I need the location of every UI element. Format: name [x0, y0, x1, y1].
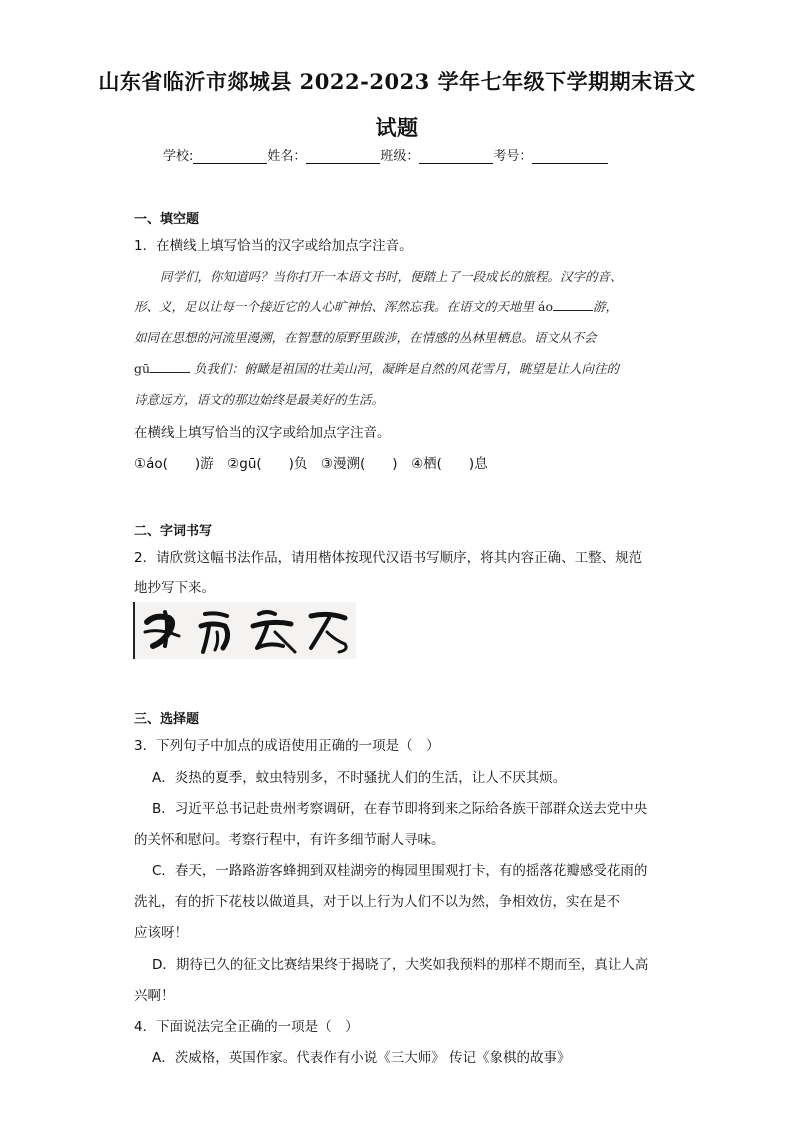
name-field[interactable] — [306, 149, 380, 164]
q2-line1: 2．请欣赏这幅书法作品，请用楷体按现代汉语书写顺序，将其内容正确、工整、规范 — [134, 550, 643, 566]
class-field[interactable] — [419, 149, 493, 164]
school-field[interactable] — [193, 149, 267, 164]
passage-line2 — [134, 297, 618, 315]
number-label: 考号： — [493, 149, 533, 164]
q3-option-d-line1: D．期待已久的征文比赛结果终于揭晓了，大奖如我预料的那样不期而至，真让人高 — [152, 957, 649, 973]
school-label: 学校: — [163, 149, 194, 164]
passage-pinyin-ao: áo — [538, 299, 553, 314]
q1-prompt-repeat: 在横线上填写恰当的汉字或给加点字注音。 — [134, 425, 391, 441]
passage-line2-end: 游， — [592, 299, 618, 314]
student-info-row — [163, 145, 608, 164]
calligraphy-image — [133, 602, 356, 659]
passage-line5: 诗意远方，语文的那边始终是最美好的生活。 — [134, 392, 385, 407]
number-field[interactable] — [532, 149, 608, 164]
blank-gu[interactable] — [150, 360, 190, 373]
passage-line3: 如同在思想的河流里漫溯，在智慧的原野里跋涉，在情感的丛林里栖息。语文从不会 — [134, 330, 597, 345]
exam-title-line2: 试题 — [375, 115, 419, 140]
blank-ao[interactable] — [553, 298, 593, 311]
q1-items: ①áo( )游 ②gū( )负 ③漫溯( ) ④栖( )息 — [134, 456, 488, 472]
q3-option-c-line1: C．春天，一路路游客蜂拥到双桂湖旁的梅园里围观打卡，有的摇落花瓣感受花雨的 — [152, 863, 648, 879]
section3-heading: 三、选择题 — [134, 712, 200, 727]
q3-prompt: 3．下列句子中加点的成语使用正确的一项是（ ） — [134, 738, 440, 754]
name-label: 姓名： — [267, 149, 307, 164]
section2-heading: 二、字词书写 — [134, 524, 213, 539]
q4-option-a: A．茨威格，英国作家。代表作有小说《三大师》 传记《象棋的故事》 — [152, 1050, 571, 1066]
q3-option-b-line1: B．习近平总书记赴贵州考察调研，在春节即将到来之际给各族干部群众送去党中央 — [152, 801, 648, 817]
passage-line4 — [134, 359, 619, 377]
q3-option-b-line2: 的关怀和慰问。考察行程中，有许多细节耐人寻味。 — [134, 832, 445, 848]
q3-option-a: A．炎热的夏季，蚊虫特别多，不时骚扰人们的生活，让人不厌其烦。 — [152, 770, 567, 786]
section1-heading: 一、填空题 — [134, 212, 200, 227]
class-label: 班级： — [380, 149, 420, 164]
exam-title-line1: 山东省临沂市郯城县 2022-2023 学年七年级下学期期末语文 — [98, 69, 696, 94]
q3-option-d-line2: 兴啊！ — [134, 988, 175, 1004]
q2-line2: 地抄写下来。 — [134, 580, 215, 596]
passage-line1: 同学们，你知道吗？当你打开一本语文书时，便踏上了一段成长的旅程。汉字的音、 — [160, 269, 623, 284]
q3-option-c-line2: 洗礼，有的折下花枝以做道具，对于以上行为人们不以为然，争相效仿，实在是不 — [134, 894, 620, 910]
q4-prompt: 4．下面说法完全正确的一项是（ ） — [134, 1019, 359, 1035]
passage-line2-text: 形、义，足以让每一个接近它的人心旷神怡、浑然忘我。在语文的天地里 — [134, 299, 535, 314]
q1-prompt: 1．在横线上填写恰当的汉字或给加点字注音。 — [134, 238, 413, 254]
calligraphy-brushwork — [135, 602, 356, 659]
passage-line4-text: 负我们：俯瞰是祖国的壮美山河，凝眸是自然的风花雪月，眺望是让人向往的 — [194, 361, 620, 376]
passage-pinyin-gu: gū — [134, 361, 151, 376]
q3-option-c-line3: 应该呀！ — [134, 925, 188, 941]
